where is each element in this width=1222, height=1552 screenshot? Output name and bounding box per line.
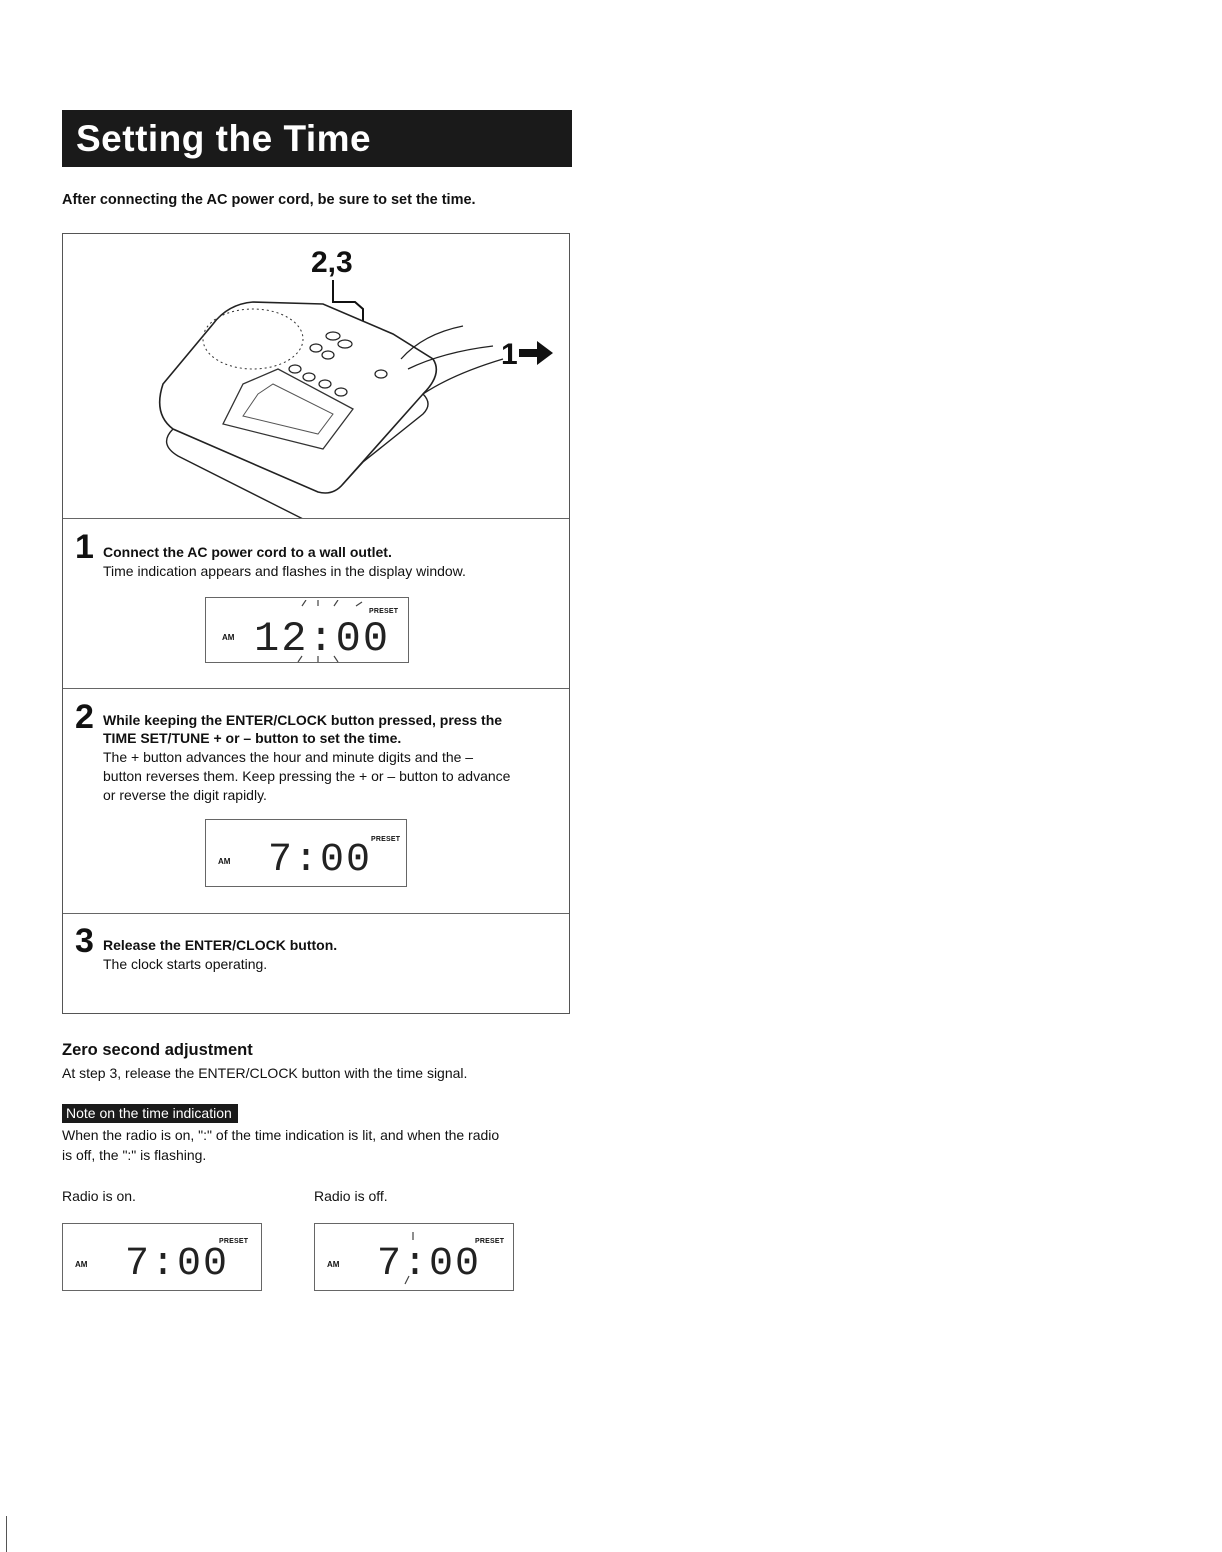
arrow-right-icon xyxy=(519,341,553,365)
svg-text:7:00: 7:00 xyxy=(268,838,373,882)
label-buttons: 2,3 xyxy=(311,246,353,279)
svg-text:7:00: 7:00 xyxy=(125,1242,230,1286)
step-body-line: button reverses them. Keep pressing the + or – button to advance xyxy=(103,768,511,784)
note-line: When the radio is on, ":" of the time indication is lit, and when the radio xyxy=(62,1127,500,1143)
step-body: The clock starts operating. xyxy=(103,956,268,972)
lcd-am: AM xyxy=(327,1260,340,1269)
lcd-digits xyxy=(121,1228,231,1286)
lcd-display-radio-off xyxy=(314,1223,514,1291)
lcd-preset: PRESET xyxy=(369,608,399,615)
step-number: 2 xyxy=(75,698,94,736)
note-tag: Note on the time indication xyxy=(62,1104,238,1123)
step-number: 3 xyxy=(75,922,94,960)
lcd-digits xyxy=(264,824,374,882)
edge-mark xyxy=(6,1516,7,1552)
lcd-preset: PRESET xyxy=(371,836,401,843)
lcd-display xyxy=(205,597,409,663)
note-line: is off, the ":" is flashing. xyxy=(62,1147,207,1163)
lcd-display-radio-on xyxy=(62,1223,262,1291)
svg-text:12:00: 12:00 xyxy=(254,615,391,662)
lcd-display xyxy=(205,819,407,887)
zero-second-text: At step 3, release the ENTER/CLOCK button with the time signal. xyxy=(62,1065,468,1081)
lcd-preset: PRESET xyxy=(219,1238,249,1245)
label-cord: 1 xyxy=(501,338,518,371)
divider xyxy=(63,913,569,914)
lcd-am: AM xyxy=(218,857,231,866)
lcd-am: AM xyxy=(75,1260,88,1269)
lcd-preset: PRESET xyxy=(475,1238,505,1245)
radio-on-label: Radio is on. xyxy=(62,1188,136,1204)
step-title: Release the ENTER/CLOCK button. xyxy=(103,937,338,953)
instruction-panel xyxy=(62,233,570,1014)
step-number: 1 xyxy=(75,528,94,566)
step-body-line: The + button advances the hour and minute digits and the – xyxy=(103,749,474,765)
step-title: Connect the AC power cord to a wall outlet. xyxy=(103,544,392,560)
clock-radio-illustration xyxy=(63,234,569,518)
divider xyxy=(63,518,569,519)
intro-text: After connecting the AC power cord, be sure to set the time. xyxy=(62,192,476,208)
svg-text:7:00: 7:00 xyxy=(377,1242,482,1286)
step-title-line: TIME SET/TUNE + or – button to set the time. xyxy=(103,730,402,746)
lcd-am: AM xyxy=(222,633,235,642)
radio-off-label: Radio is off. xyxy=(314,1188,388,1204)
zero-second-heading: Zero second adjustment xyxy=(62,1041,253,1059)
lcd-digits xyxy=(373,1228,483,1286)
page-title: Setting the Time xyxy=(62,110,572,167)
divider xyxy=(63,688,569,689)
step-title-line: While keeping the ENTER/CLOCK button pressed, press the xyxy=(103,712,503,728)
step-body: Time indication appears and flashes in the display window. xyxy=(103,563,466,579)
step-body-line: or reverse the digit rapidly. xyxy=(103,787,267,803)
